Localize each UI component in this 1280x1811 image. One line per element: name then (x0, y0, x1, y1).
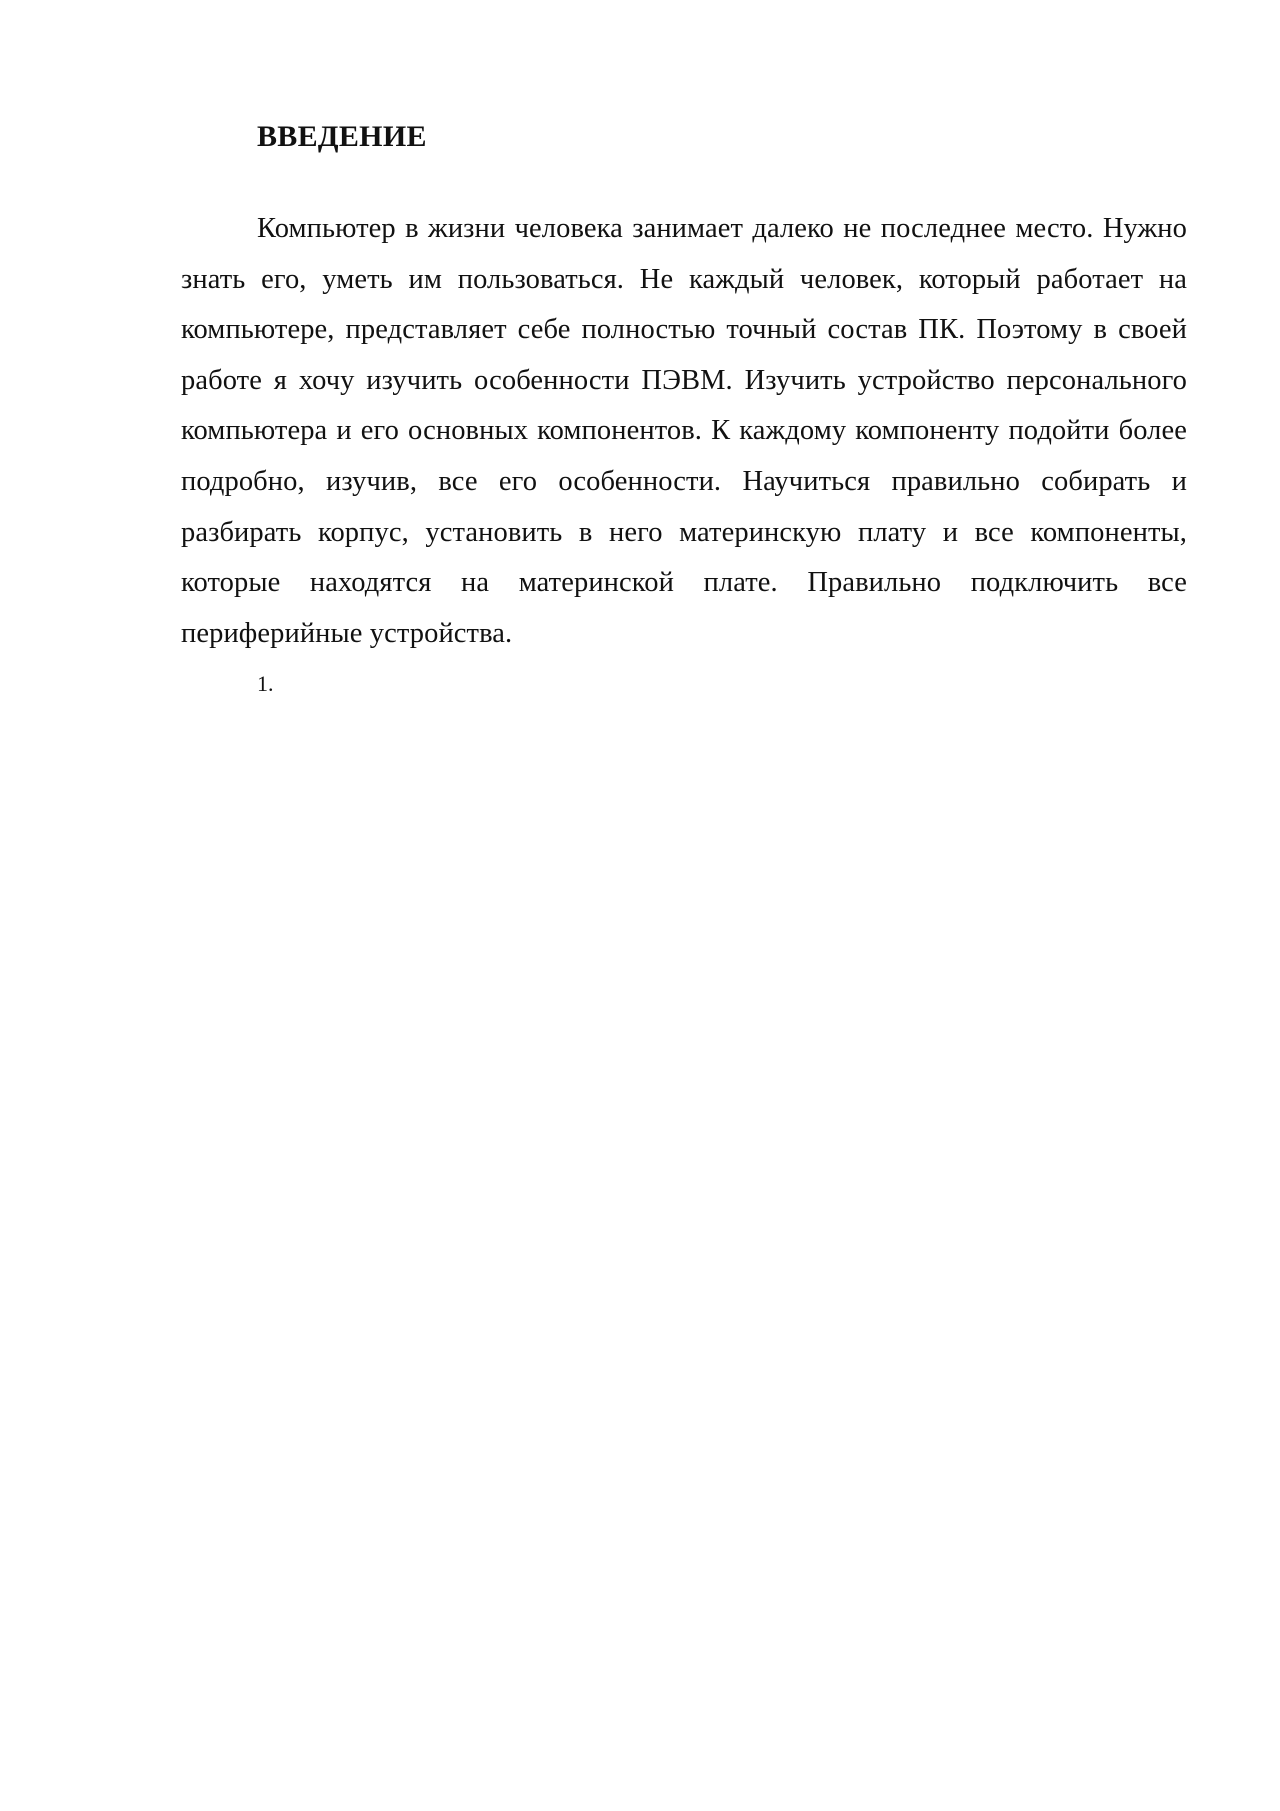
page-content (181, 112, 1187, 709)
list-item-marker: 1. (257, 671, 274, 697)
section-heading: ВВЕДЕНИЕ (257, 120, 427, 153)
intro-paragraph: Компьютер в жизни человека занимает далеко не последнее место. Нужно знать его, уметь им пользоваться. Не каждый человек, который работает на компьютере, представляет себе полностью точный состав ПК. Поэтому в своей работе я хочу изучить особенности ПЭВМ. Изучить устройство персонального компьютера и его основных компонентов. К каждому компоненту подойти более подробно, изучив, все его особенности. Научиться правильно собирать и разбирать корпус, установить в него материнскую плату и все компоненты, которые находятся на материнской плате. Правильно подключить все периферийные устройства. (181, 213, 1187, 649)
